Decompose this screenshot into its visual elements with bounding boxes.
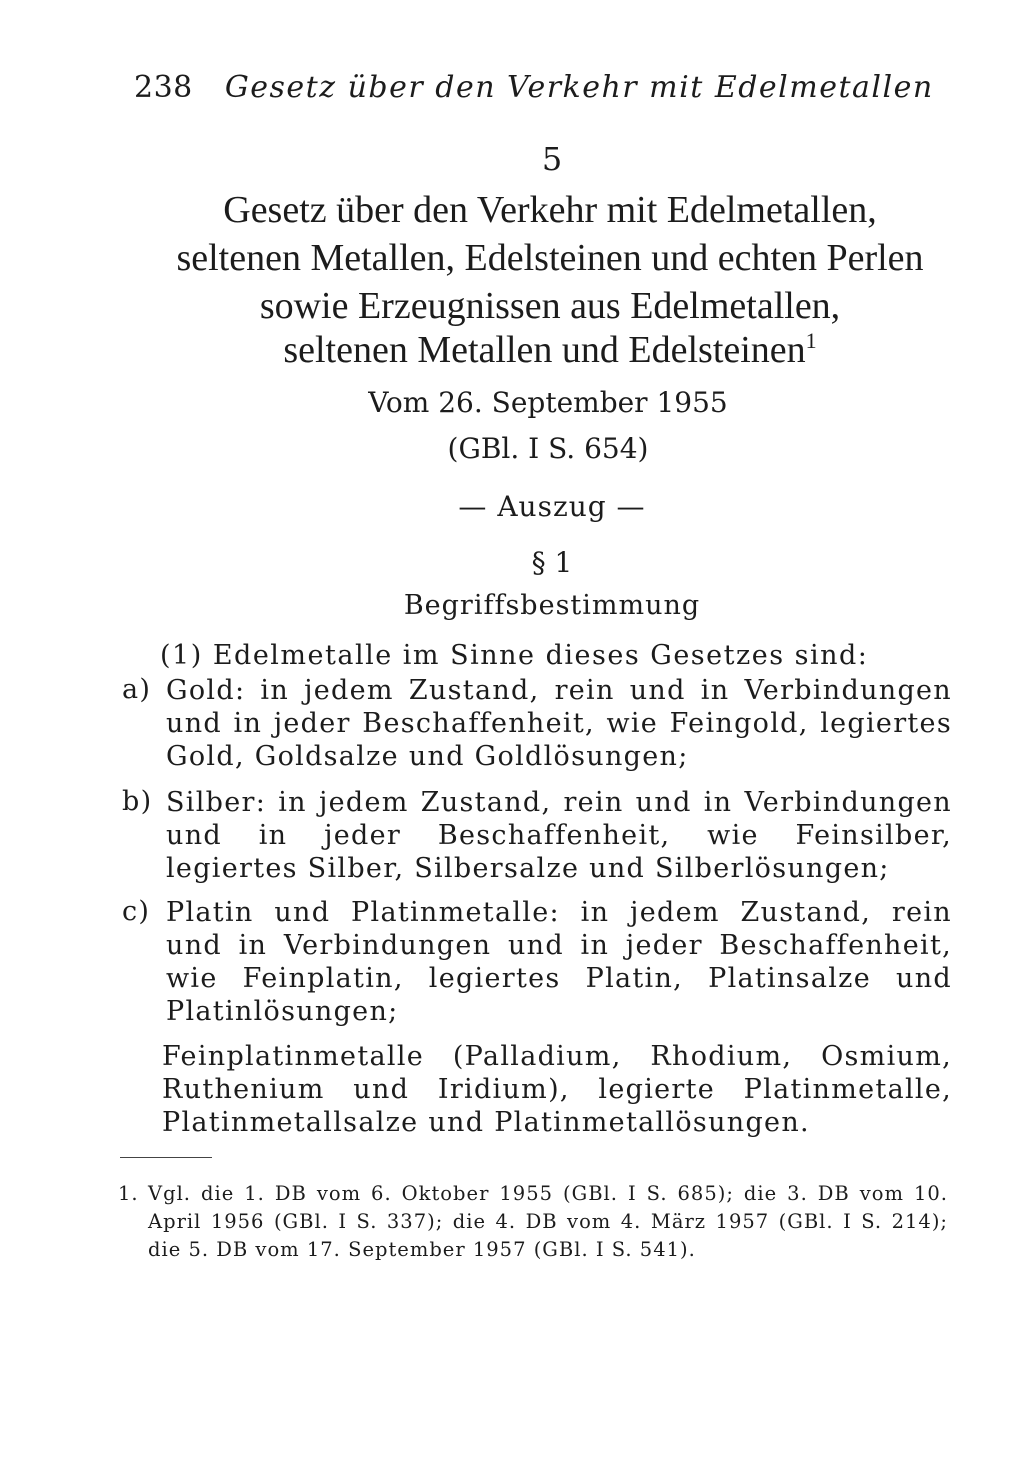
list-item-text: Silber: in jedem Zustand, rein und in Verbindungen und in jeder Beschaffenheit, wie Feinsilber, legiertes Silber, Silbersalze und Silberlösungen; — [166, 787, 952, 884]
law-gazette-reference: (GBl. I S. 654) — [447, 432, 649, 465]
list-item-label: b) — [122, 786, 153, 817]
platinum-metals-paragraph: Feinplatinmetalle (Palladium, Rhodium, Osmium, Ruthenium und Iridium), legierte Platinmetalle, Platinmetallsalze und Platinmetallösungen. — [162, 1041, 952, 1138]
section-intro: (1) Edelmetalle im Sinne dieses Gesetzes sind: — [160, 640, 869, 671]
page-number: 238 — [134, 70, 193, 105]
list-item-label: c) — [122, 896, 151, 927]
list-item-text: Platin und Platinmetalle: in jedem Zustand, rein und in Verbindungen und in jeder Beschaffenheit, wie Feinplatin, legiertes Platin, Platinsalze und Platinlösungen; — [166, 897, 952, 1027]
section-sign: § 1 — [531, 546, 573, 579]
law-title-line-2: seltenen Metallen, Edelsteinen und echten Perlen — [176, 237, 924, 279]
footnote-label: 1. — [118, 1182, 139, 1205]
list-item — [122, 674, 952, 773]
law-title-line-1: Gesetz über den Verkehr mit Edelmetallen, — [223, 189, 877, 231]
law-date: Vom 26. September 1955 — [368, 386, 728, 419]
running-head — [134, 70, 934, 105]
extract-label: — Auszug — — [458, 490, 646, 523]
law-title-line-4-text: seltenen Metallen und Edelsteinen — [283, 329, 806, 371]
law-number: 5 — [541, 140, 563, 178]
list-item-label: a) — [122, 674, 152, 705]
footnote-text: Vgl. die 1. DB vom 6. Oktober 1955 (GBl. I S. 685); die 3. DB vom 10. April 1956 (GBl. I S. 337); die 4. DB vom 4. März 1957 (GBl. I S. 214); die 5. DB vom 17. September 1957 (GBl. I S. 541). — [148, 1182, 948, 1261]
title-footnote-marker: 1 — [805, 328, 817, 353]
running-title: Gesetz über den Verkehr mit Edelmetallen — [224, 70, 934, 105]
list-item-text: Gold: in jedem Zustand, rein und in Verbindungen und in jeder Beschaffenheit, wie Feingold, legiertes Gold, Goldsalze und Goldlösungen; — [166, 675, 952, 772]
law-title-line-3: sowie Erzeugnissen aus Edelmetallen, — [259, 285, 841, 327]
footnote — [118, 1180, 948, 1264]
footnote-divider — [120, 1157, 212, 1158]
section-heading: Begriffsbestimmung — [403, 590, 701, 621]
list-item — [122, 896, 952, 1028]
list-item — [122, 786, 952, 885]
law-title-line-4 — [38, 328, 1024, 372]
